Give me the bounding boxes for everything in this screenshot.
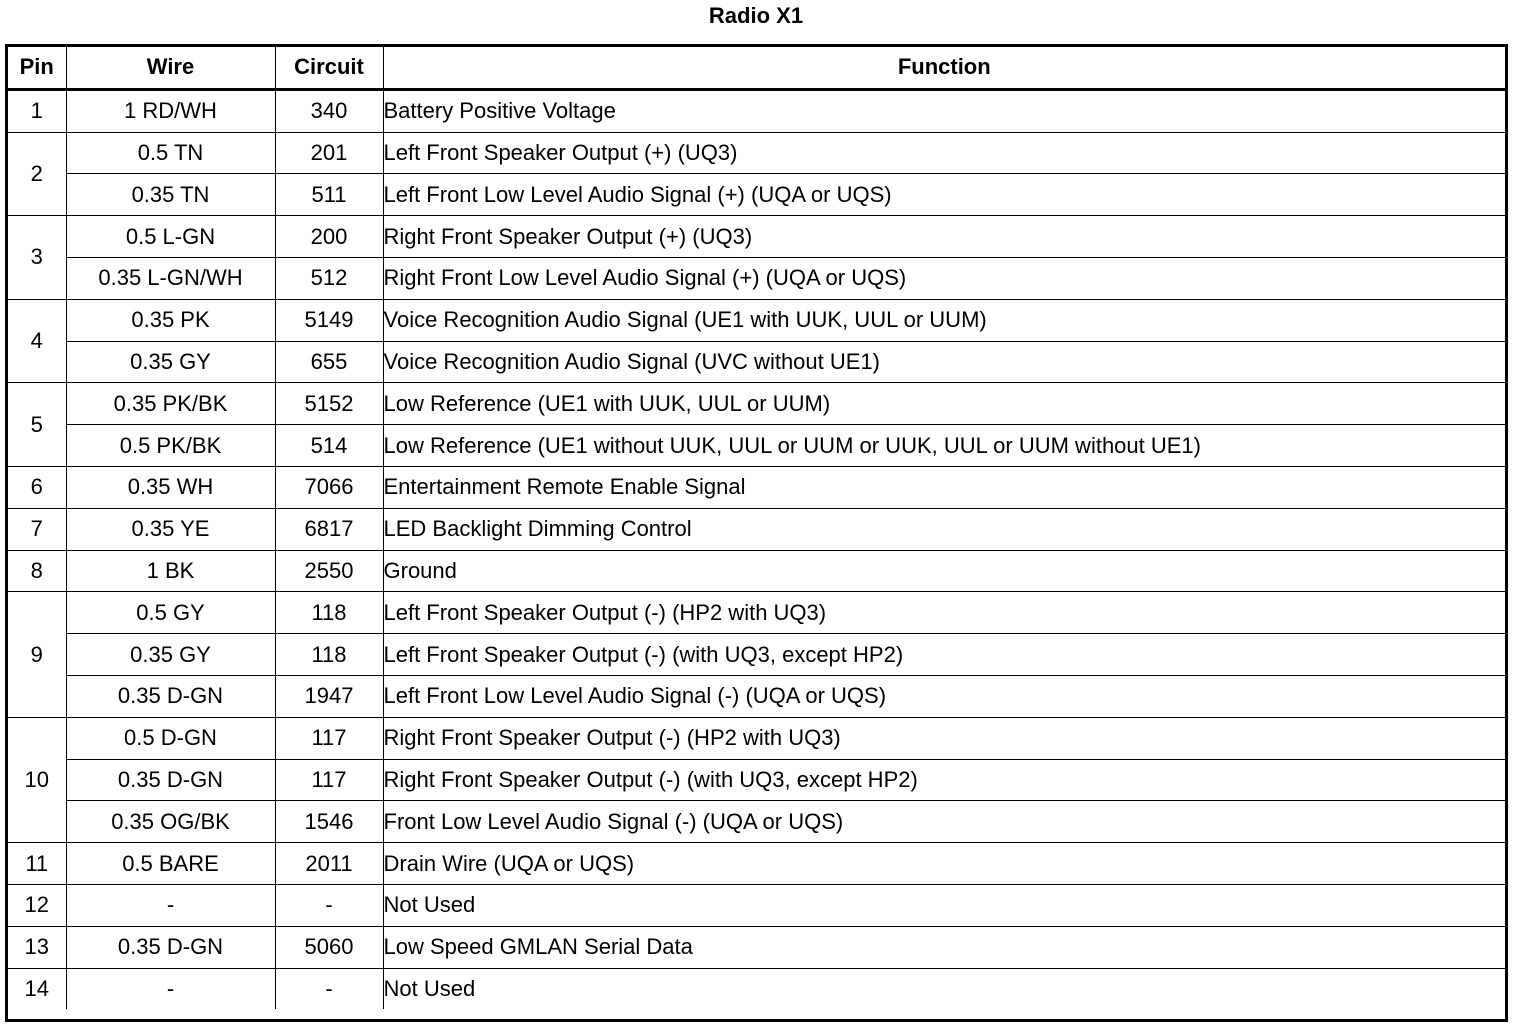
wire-cell: 0.35 L-GN/WH — [66, 257, 275, 299]
function-cell: LED Backlight Dimming Control — [383, 508, 1505, 550]
circuit-cell: 655 — [275, 341, 383, 383]
circuit-cell: - — [275, 968, 383, 1009]
circuit-cell: 117 — [275, 759, 383, 801]
table-row — [8, 759, 1505, 801]
circuit-cell: 118 — [275, 592, 383, 634]
function-cell: Right Front Low Level Audio Signal (+) (UQA or UQS) — [383, 257, 1505, 299]
circuit-cell: 5060 — [275, 926, 383, 968]
table-row — [8, 257, 1505, 299]
table-row — [8, 383, 1505, 425]
pin-cell: 7 — [8, 508, 66, 550]
circuit-cell: 2550 — [275, 550, 383, 592]
circuit-cell: 1947 — [275, 675, 383, 717]
pin-cell: 11 — [8, 843, 66, 885]
wire-cell: 0.35 D-GN — [66, 926, 275, 968]
wire-column-header: Wire — [66, 47, 275, 89]
circuit-cell: 514 — [275, 425, 383, 467]
table-row — [8, 425, 1505, 467]
pin-cell: 4 — [8, 299, 66, 383]
table-row — [8, 550, 1505, 592]
wire-cell: 0.35 OG/BK — [66, 801, 275, 843]
wire-cell: 0.35 YE — [66, 508, 275, 550]
table-row — [8, 174, 1505, 216]
table-row — [8, 592, 1505, 634]
function-cell: Left Front Low Level Audio Signal (+) (UQA or UQS) — [383, 174, 1505, 216]
pin-rows — [8, 89, 1505, 1009]
wire-cell: - — [66, 884, 275, 926]
pin-cell: 6 — [8, 466, 66, 508]
wire-cell: - — [66, 968, 275, 1009]
wire-cell: 0.35 GY — [66, 634, 275, 676]
circuit-column-header: Circuit — [275, 47, 383, 89]
function-cell: Battery Positive Voltage — [383, 89, 1505, 132]
wire-cell: 1 BK — [66, 550, 275, 592]
pin-cell: 8 — [8, 550, 66, 592]
function-cell: Front Low Level Audio Signal (-) (UQA or UQS) — [383, 801, 1505, 843]
pin-cell: 5 — [8, 383, 66, 467]
circuit-cell: 117 — [275, 717, 383, 759]
wire-cell: 0.35 D-GN — [66, 675, 275, 717]
function-cell: Voice Recognition Audio Signal (UVC without UE1) — [383, 341, 1505, 383]
wire-cell: 0.5 TN — [66, 132, 275, 174]
table-row — [8, 884, 1505, 926]
wire-cell: 0.5 PK/BK — [66, 425, 275, 467]
wire-cell: 0.35 PK — [66, 299, 275, 341]
function-cell: Right Front Speaker Output (-) (HP2 with UQ3) — [383, 717, 1505, 759]
table-row — [8, 216, 1505, 258]
pin-cell: 12 — [8, 884, 66, 926]
pin-column-header: Pin — [8, 47, 66, 89]
table-row — [8, 466, 1505, 508]
circuit-cell: - — [275, 884, 383, 926]
pin-cell: 3 — [8, 216, 66, 300]
function-cell: Left Front Speaker Output (+) (UQ3) — [383, 132, 1505, 174]
table-row — [8, 341, 1505, 383]
function-cell: Low Reference (UE1 with UUK, UUL or UUM) — [383, 383, 1505, 425]
circuit-cell: 5149 — [275, 299, 383, 341]
wire-cell: 0.35 PK/BK — [66, 383, 275, 425]
table-row — [8, 801, 1505, 843]
circuit-cell: 200 — [275, 216, 383, 258]
circuit-cell: 512 — [275, 257, 383, 299]
function-cell: Not Used — [383, 884, 1505, 926]
function-cell: Entertainment Remote Enable Signal — [383, 466, 1505, 508]
table-row — [8, 508, 1505, 550]
header-row — [8, 47, 1505, 89]
circuit-cell: 201 — [275, 132, 383, 174]
function-cell: Left Front Low Level Audio Signal (-) (UQA or UQS) — [383, 675, 1505, 717]
wire-cell: 0.5 GY — [66, 592, 275, 634]
circuit-cell: 118 — [275, 634, 383, 676]
circuit-cell: 5152 — [275, 383, 383, 425]
table-row — [8, 843, 1505, 885]
table-row — [8, 299, 1505, 341]
wire-cell: 0.5 L-GN — [66, 216, 275, 258]
pin-cell: 9 — [8, 592, 66, 717]
function-cell: Right Front Speaker Output (-) (with UQ3, except HP2) — [383, 759, 1505, 801]
table-row — [8, 675, 1505, 717]
function-cell: Ground — [383, 550, 1505, 592]
table-row — [8, 968, 1505, 1009]
function-cell: Left Front Speaker Output (-) (with UQ3, except HP2) — [383, 634, 1505, 676]
wire-cell: 0.35 WH — [66, 466, 275, 508]
pin-cell: 14 — [8, 968, 66, 1009]
function-cell: Drain Wire (UQA or UQS) — [383, 843, 1505, 885]
circuit-cell: 340 — [275, 89, 383, 132]
wire-cell: 0.35 GY — [66, 341, 275, 383]
table-title: Radio X1 — [708, 3, 804, 28]
function-column-header: Function — [383, 47, 1505, 89]
function-cell: Not Used — [383, 968, 1505, 1009]
wire-cell: 0.5 D-GN — [66, 717, 275, 759]
table-row — [8, 89, 1505, 132]
circuit-cell: 1546 — [275, 801, 383, 843]
table-row — [8, 634, 1505, 676]
function-cell: Low Speed GMLAN Serial Data — [383, 926, 1505, 968]
wire-cell: 0.35 TN — [66, 174, 275, 216]
circuit-cell: 6817 — [275, 508, 383, 550]
function-cell: Voice Recognition Audio Signal (UE1 with UUK, UUL or UUM) — [383, 299, 1505, 341]
function-cell: Right Front Speaker Output (+) (UQ3) — [383, 216, 1505, 258]
table-row — [8, 717, 1505, 759]
circuit-cell: 511 — [275, 174, 383, 216]
table-row — [8, 132, 1505, 174]
pin-cell: 1 — [8, 89, 66, 132]
wire-cell: 0.5 BARE — [66, 843, 275, 885]
connector-pinout-table — [8, 47, 1505, 1009]
pin-cell: 2 — [8, 132, 66, 216]
circuit-cell: 7066 — [275, 466, 383, 508]
pin-cell: 13 — [8, 926, 66, 968]
function-cell: Left Front Speaker Output (-) (HP2 with UQ3) — [383, 592, 1505, 634]
wire-cell: 1 RD/WH — [66, 89, 275, 132]
table-row — [8, 926, 1505, 968]
wire-cell: 0.35 D-GN — [66, 759, 275, 801]
circuit-cell: 2011 — [275, 843, 383, 885]
function-cell: Low Reference (UE1 without UUK, UUL or UUM or UUK, UUL or UUM without UE1) — [383, 425, 1505, 467]
pin-cell: 10 — [8, 717, 66, 842]
